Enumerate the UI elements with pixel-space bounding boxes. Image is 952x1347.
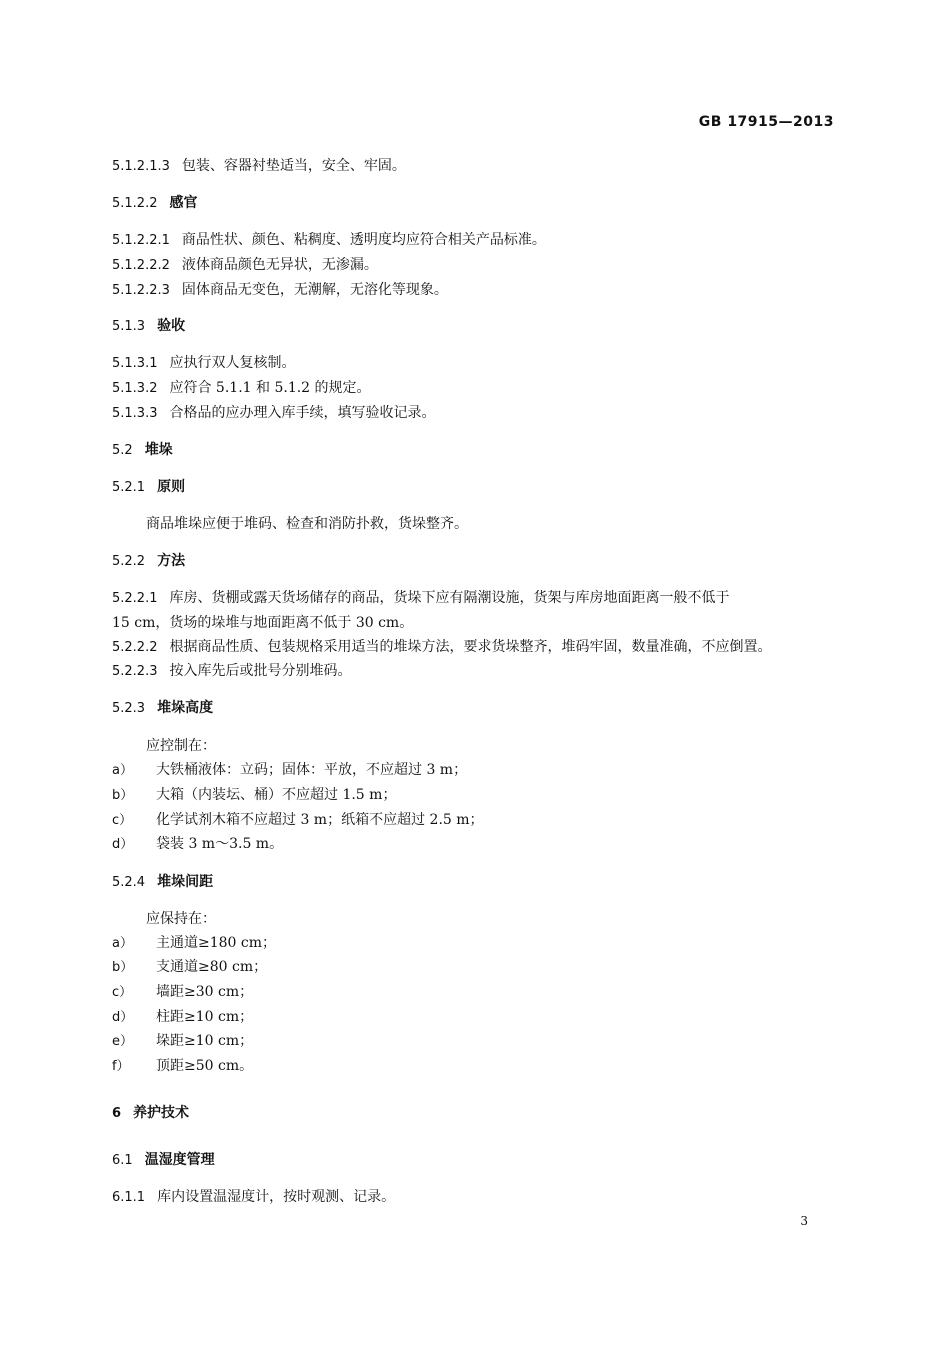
clause-number: 5.2.3 — [112, 701, 146, 716]
section-heading-5-2-2 — [112, 551, 185, 572]
clause-text: 合格品的应办理入库手续，填写验收记录。 — [169, 405, 436, 421]
page-number: 3 — [800, 1214, 808, 1228]
clause-number: 5.2.2.3 — [112, 664, 158, 679]
list-item-text: 袋装 3 m～3.5 m。 — [156, 836, 284, 852]
section-heading-5-1-3 — [112, 316, 185, 337]
clause-text: 按入库先后或批号分别堆码。 — [169, 663, 352, 679]
clause-text: 根据商品性质、包装规格采用适当的堆垛方法，要求货垛整齐，堆码牢固，数量准确，不应倒置。 — [169, 639, 772, 655]
list-item — [112, 785, 396, 806]
section-heading-5-2-3 — [112, 698, 213, 719]
clause-number: 5.1.3.2 — [112, 381, 158, 396]
list-item-text: 化学试剂木箱不应超过 3 m；纸箱不应超过 2.5 m； — [156, 812, 484, 828]
clause-5-2-2-3 — [112, 661, 351, 682]
list-item — [112, 933, 276, 954]
list-item-text: 支通道≥80 cm； — [156, 959, 268, 975]
list-marker: d） — [112, 837, 134, 852]
clause-5-2-2-1 — [112, 588, 729, 609]
list-item — [112, 834, 283, 855]
clause-text: 液体商品颜色无异状，无渗漏。 — [181, 257, 378, 273]
clause-number: 5.1.3.1 — [112, 356, 158, 371]
section-title: 感官 — [169, 195, 198, 211]
clause-number: 5.1.2.1.3 — [112, 159, 170, 174]
list-intro-text: 应保持在： — [146, 911, 216, 927]
list-marker: d） — [112, 1010, 134, 1025]
clause-5-2-2-2 — [112, 637, 771, 658]
clause-text: 库房、货棚或露天货场储存的商品，货垛下应有隔潮设施，货架与库房地面距离一般不低于 — [169, 590, 730, 606]
list-intro-text: 应控制在： — [146, 738, 216, 754]
list-item — [112, 982, 253, 1003]
clause-number: 5.1.2.2.2 — [112, 258, 170, 273]
list-item-text: 主通道≥180 cm； — [156, 935, 277, 951]
clause-5-1-3-2 — [112, 378, 371, 399]
section-title: 堆垛高度 — [157, 700, 214, 716]
section-heading-6-1 — [112, 1150, 215, 1171]
list-item-text: 垛距≥10 cm； — [156, 1033, 254, 1049]
clause-number: 5.1.2.2 — [112, 196, 158, 211]
clause-number: 5.2.2.1 — [112, 591, 158, 606]
clause-number: 5.1.2.2.3 — [112, 283, 170, 298]
section-heading-5-2-1 — [112, 477, 185, 498]
list-item — [112, 1007, 253, 1028]
clause-text: 库内设置温湿度计，按时观测、记录。 — [157, 1189, 396, 1205]
list-marker: c） — [112, 813, 133, 828]
list-marker: c） — [112, 985, 133, 1000]
clause-6-1-1 — [112, 1187, 395, 1208]
paragraph-text: 商品堆垛应便于堆码、检查和消防扑救，货垛整齐。 — [146, 516, 468, 532]
section-title: 验收 — [157, 318, 186, 334]
list-marker: a） — [112, 936, 133, 951]
clause-number: 6 — [112, 1106, 122, 1121]
clause-text: 固体商品无变色，无潮解，无溶化等现象。 — [181, 282, 448, 298]
clause-number: 5.2.2 — [112, 554, 146, 569]
list-item-text: 大箱（内装坛、桶）不应超过 1.5 m； — [156, 787, 397, 803]
section-title: 养护技术 — [133, 1105, 190, 1121]
list-marker: b） — [112, 960, 134, 975]
section-heading-5-2-4 — [112, 872, 213, 893]
clause-5-1-2-2-2 — [112, 255, 378, 276]
clause-5-1-2-1-3 — [112, 156, 406, 177]
list-item-text: 大铁桶液体：立码；固体：平放，不应超过 3 m； — [156, 762, 468, 778]
list-marker: e） — [112, 1034, 133, 1049]
clause-number: 5.2.2.2 — [112, 640, 158, 655]
section-title: 堆垛间距 — [157, 874, 214, 890]
clause-number: 5.1.2.2.1 — [112, 233, 170, 248]
list-item — [112, 957, 267, 978]
clause-number: 5.1.3 — [112, 319, 146, 334]
clause-text: 应符合 5.1.1 和 5.1.2 的规定。 — [169, 380, 371, 396]
list-item — [112, 1031, 253, 1052]
list-item — [112, 1056, 253, 1077]
clause-number: 5.2.4 — [112, 875, 146, 890]
clause-number: 6.1 — [112, 1153, 133, 1168]
list-item — [112, 760, 467, 781]
list-marker: f） — [112, 1059, 130, 1074]
clause-text: 商品性状、颜色、粘稠度、透明度均应符合相关产品标准。 — [181, 232, 546, 248]
list-item — [112, 810, 484, 831]
section-heading-5-1-2-2 — [112, 193, 197, 214]
clause-number: 5.2 — [112, 443, 133, 458]
clause-text: 包装、容器衬垫适当，安全、牢固。 — [181, 158, 406, 174]
clause-5-1-3-1 — [112, 353, 295, 374]
list-item-text: 柱距≥10 cm； — [156, 1009, 254, 1025]
clause-5-1-3-3 — [112, 403, 435, 424]
clause-continuation-text: 15 cm，货场的垛堆与地面距离不低于 30 cm。 — [112, 615, 414, 631]
section-title: 方法 — [157, 553, 186, 569]
clause-5-1-2-2-1 — [112, 230, 546, 251]
clause-number: 5.1.3.3 — [112, 406, 158, 421]
list-marker: a） — [112, 763, 133, 778]
clause-number: 6.1.1 — [112, 1190, 146, 1205]
clause-number: 5.2.1 — [112, 480, 146, 495]
chapter-heading-6 — [112, 1103, 189, 1124]
section-title: 原则 — [157, 479, 186, 495]
clause-text: 应执行双人复核制。 — [169, 355, 296, 371]
section-heading-5-2 — [112, 440, 173, 461]
clause-5-1-2-2-3 — [112, 280, 448, 301]
list-marker: b） — [112, 788, 134, 803]
section-title: 温湿度管理 — [144, 1152, 215, 1168]
list-item-text: 顶距≥50 cm。 — [156, 1058, 254, 1074]
section-title: 堆垛 — [144, 442, 173, 458]
list-item-text: 墙距≥30 cm； — [156, 984, 254, 1000]
document-code: GB 17915—2013 — [698, 114, 834, 130]
